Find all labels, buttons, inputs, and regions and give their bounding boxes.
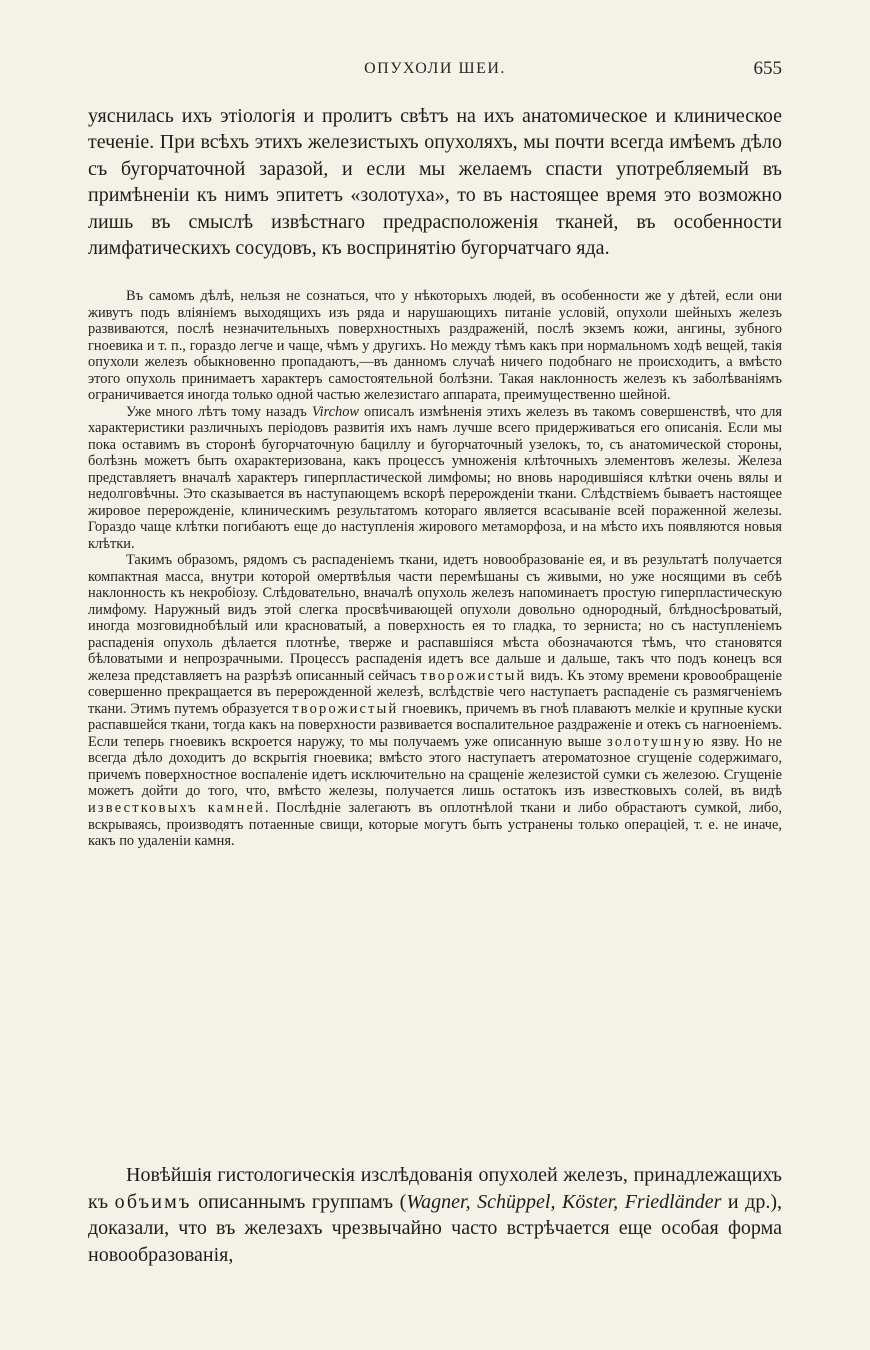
p3-text-b: видъ. Къ этому времени кровообращеніе совершенно прекращается въ перерожденной железѣ, вслѣдствіе чего наступаетъ распаденіе съ размягченіемъ ткани. Этимъ путемъ образуется	[88, 667, 782, 717]
p3-text-e: . Послѣдніе залегаютъ въ оплотнѣлой ткани и либо обрастаютъ сумкой, либо, вскрываясь, производятъ потаенные свищи, которые могутъ быть устранены только операціей, т. е. не иначе, какъ по удаленіи камня.	[88, 799, 782, 850]
small-paragraph-3	[88, 552, 782, 849]
running-head	[88, 60, 782, 84]
small-paragraph-1: Въ самомъ дѣлѣ, нельзя не сознаться, что у нѣкоторыхъ людей, въ особенности же у дѣтей, если они живутъ подъ вліяніемъ выходящихъ изъ ряда и нарушающихъ питаніе условій, опухоли шейныхъ железъ развиваются, послѣ незначительныхъ поверхностныхъ раздраженій, послѣ экземъ кожи, ангины, зубного гноевика и т. п., гораздо легче и чаще, чѣмъ у другихъ. Но между тѣмъ какъ при нормальномъ ходѣ вещей, такія опухоли железъ обыкновенно пропадаютъ,—въ данномъ случаѣ ничего подобнаго не происходитъ, а вмѣсто этого опухоль принимаетъ характеръ самостоятельной болѣзни. Такая наклонность железъ къ заболѣваніямъ ограничивается иногда только одной частью железистаго аппарата, преимущественно шейной.	[88, 288, 782, 404]
closing-paragraph-block	[88, 1162, 782, 1268]
closing-paragraph	[88, 1162, 782, 1268]
p3-text-c: гноевикъ, причемъ въ гноѣ плаваютъ мелкіе и крупные куски распавшейся ткани, тогда какъ на поверхности развивается воспалительное раздраженіе и отекъ съ нагноеніемъ. Если теперь гноевикъ вскроется наружу, то мы получаемъ уже описанную выше	[88, 700, 782, 750]
term-tvorozhistyj-2: творожистый	[292, 700, 399, 717]
page-number: 655	[753, 58, 782, 79]
term-izvestkovyh-kamnej: известковыхъ камней	[88, 799, 265, 816]
term-zolotushnuyu: золотушную	[607, 733, 706, 750]
p3-text-a: Такимъ образомъ, рядомъ съ распаденіемъ ткани, идетъ новообразованіе ея, и въ результатѣ получается компактная масса, внутри которой омертвѣлыя части перемѣшаны съ живыми, но уже носящими въ себѣ наклонность къ некробіозу. Слѣдовательно, вначалѣ опухоль железъ напоминаетъ простую гиперпластическую лимфому. Наружный видъ этой слегка просвѣчивающей опухоли довольно однородный, блѣдносѣроватый, иногда мозговиднобѣлый или красноватый, а поверхность ея то гладка, то зерниста; но съ наступленіемъ распаденія опухоль дѣлается плотнѣе, тверже и распавшіяся мѣста обозначаются тѣмъ, что становятся бѣловатыми и непрозрачными. Процессъ распаденія идетъ все дальше и дальше, такъ что подъ конецъ вся железа представляетъ на разрѣзѣ описанный сейчасъ	[88, 552, 782, 684]
p3-text-d: язву. Но не всегда дѣло доходитъ до вскрытія гноевика; вмѣсто этого наступаетъ атероматозное сгущеніе содержимаго, причемъ поверхностное воспаленіе идетъ исключительно на сращеніе железистой сумки съ железою. Сгущеніе можетъ дойти до того, что, вмѣсто железы, получается лишь остатокъ изъ известковыхъ солей, въ видѣ	[88, 733, 782, 800]
closing-text-b: описаннымъ группамъ (	[191, 1190, 407, 1213]
term-tvorozhistyj-1: творожистый	[420, 667, 527, 684]
closing-authors: Wagner, Schüppel, Köster, Friedländer	[406, 1190, 722, 1213]
small-paragraph-2	[88, 404, 782, 553]
small-print-block	[88, 288, 782, 850]
closing-text-c: и др.), доказали, что въ железахъ чрезвычайно часто встрѣчается еще особая форма новообразованія,	[88, 1190, 783, 1266]
intro-paragraph-block	[88, 103, 782, 261]
term-obeim: объимъ	[114, 1190, 192, 1213]
author-virchow: Virchow	[311, 403, 360, 420]
closing-text-a: Новѣйшія гистологическія изслѣдованія опухолей железъ, принадлежащихъ къ	[88, 1164, 782, 1213]
intro-paragraph: уяснилась ихъ этіологія и пролитъ свѣтъ на ихъ анатомическое и клиническое теченіе. При всѣхъ этихъ железистыхъ опухоляхъ, мы почти всегда имѣемъ дѣло съ бугорчаточной заразой, и если мы желаемъ спасти употребляемый въ примѣненіи къ нимъ эпитетъ «золотуха», то въ настоящее время это возможно лишь въ смыслѣ извѣстнаго предрасположенія тканей, въ особенности лимфатическихъ сосудовъ, къ воспринятію бугорчатчаго яда.	[88, 105, 782, 260]
p2-text-a: Уже много лѣтъ тому назадъ	[126, 403, 312, 420]
p2-text-b: описалъ измѣненія этихъ железъ въ такомъ совершенствѣ, что для характеристики различныхъ періодовъ развитія ихъ намъ лучше всего придерживаться его описанія. Если мы пока оставимъ въ сторонѣ бугорчаточную бациллу и бугорчаточный узелокъ, то, съ анатомической стороны, болѣзнь можетъ быть охарактеризована, какъ процессъ умноженія клѣточныхъ элементовъ железы. Железа представляетъ вначалѣ характеръ гиперпластической лимфомы; но вновь народившіяся клѣтки очень вялы и недолговѣчны. Это сказывается въ наступающемъ вскорѣ перерожденіи ткани. Слѣдствіемъ бываетъ настоящее жировое перерожденіе, клиническимъ результатомъ котораго является всасываніе всей пораженной железы. Гораздо чаще клѣтки погибаютъ еще до наступленія жирового метаморфоза, и на мѣсто ихъ появляются новыя клѣтки.	[88, 403, 782, 552]
running-title: ОПУХОЛИ ШЕИ.	[364, 60, 506, 77]
